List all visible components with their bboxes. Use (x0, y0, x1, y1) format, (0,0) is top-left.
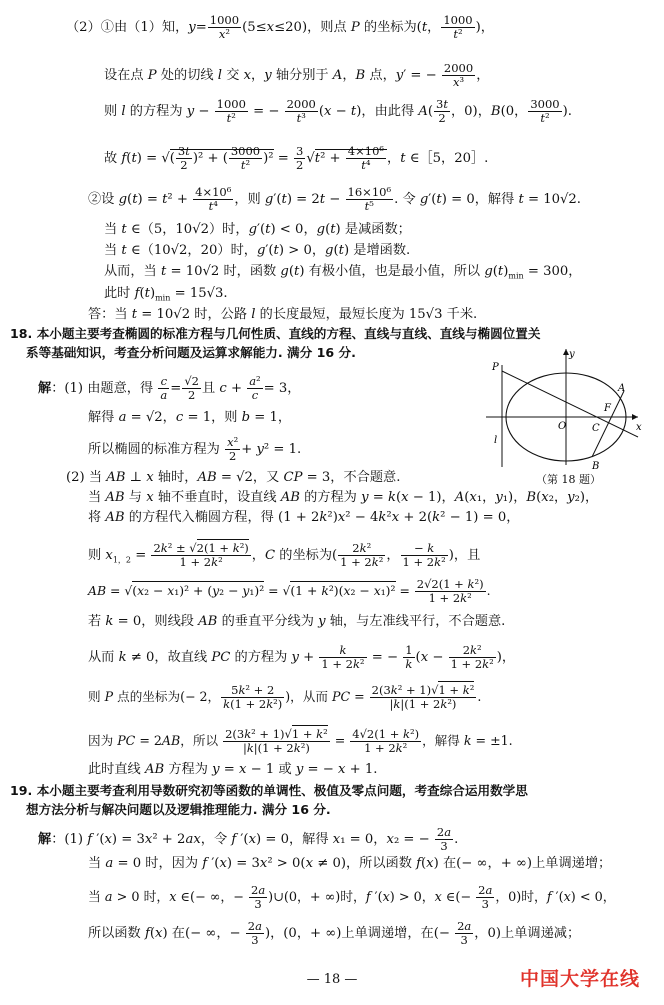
q18-sol-3: 所以椭圆的标准方程为 $\frac{\text{x²}}{2}$ + y² = 1. (88, 435, 302, 463)
svg-text:A: A (618, 383, 626, 394)
q18-sol-11: 则 P 点的坐标为(− 2， $\frac{\text{5k² + 2}}{\text{k(1 + 2k²)}}$ )，从而 PC = $\frac{\text{2(3k² + 1)√1 + k²}}{\text{|k|(1 + 2k²)}}$ . (88, 683, 482, 711)
q18-sol-13: 此时直线 AB 方程为 y = x − 1 或 y = − x + 1. (88, 762, 378, 777)
q19-heading-1: 19. 本小题主要考查利用导数研究初等函数的单调性、极值及零点问题，考查综合运用数学思 (10, 783, 528, 798)
q19-sol-1: 解：(1) f ′(x) = 3x² + 2ax，令 f ′(x) = 0，解得 x₁ = 0，x₂ = − $\frac{2a}{3}$ . (38, 825, 459, 853)
p17-line-9: 此时 $f(t)_{min} = 15√3$. (104, 286, 228, 303)
svg-text:P: P (492, 362, 499, 373)
q18-sol-4: (2) 当 AB ⊥ x 轴时，AB = √2，又 CP = 3，不合题意. (66, 470, 401, 485)
q18-sol-6: 将 AB 的方程代入椭圆方程，得 (1 + 2k²)x² − 4k²x + 2(k² − 1) = 0， (88, 510, 520, 525)
page-number: — 18 — (306, 972, 358, 987)
q18-heading-1: 18. 本小题主要考查椭圆的标准方程与几何性质、直线的方程、直线与直线、直线与椭圆位置关 (10, 326, 541, 341)
q18-figure-caption: （第 18 题） (536, 473, 601, 486)
svg-text:x: x (636, 422, 642, 433)
q19-sol-4: 所以函数 f(x) 在(− ∞，− $\frac{2a}{3}$ )，(0，+ ∞)上单调递增，在(− $\frac{2a}{3}$ ，0)上单调递减； (88, 919, 581, 947)
q18-sol-7: 则 $x_{1,2}$ = $\frac{\text{2k² ± √2(1 + k²)}}{\text{1 + 2k²}}$ ，C 的坐标为( $\frac{\text{2k²}}{\text{1 + 2k²}}$ ， $\frac{- k}{\text{1 + 2k²}}$ )，且 (88, 541, 481, 569)
q18-sol-10: 从而 k ≠ 0，故直线 PC 的方程为 y + $\frac{k}{\text{1 + 2k²}}$ = − $\frac{1}{k}$ (x − $\frac{\text{2k²}}{\text{1 + 2k²}}$ )， (88, 643, 516, 671)
p17-line-8: 从而，当 t = 10√2 时，函数 g(t) 有极小值，也是最小值，所以 $g(t)_{min} = 300$， (104, 264, 582, 281)
q18-figure (478, 345, 648, 475)
q19-sol-2: 当 a = 0 时，因为 f ′(x) = 3x² > 0(x ≠ 0)，所以函数 f(x) 在(− ∞，+ ∞)上单调递增； (88, 856, 612, 871)
svg-text:B: B (592, 461, 600, 472)
q18-sol-9: 若 k = 0，则线段 AB 的垂直平分线为 y 轴，与左准线平行，不合题意. (88, 614, 506, 629)
p17-line-3: 则 l 的方程为 y − $\frac{1000}{\text{t²}}$ = − $\frac{2000}{\text{t³}}$ (x − t)，由此得 A( $\frac{3t}{2}$ ，0)，B(0， $\frac{3000}{\text{t²}}$ ). (104, 97, 572, 125)
p17-line-2: 设在点 P 处的切线 l 交 x，y 轴分别于 A，B 点，y′ = − $\frac{2000}{\text{x³}}$ ， (104, 61, 490, 89)
svg-text:C: C (592, 423, 600, 434)
p17-line-7: 当 t ∈（10√2，20）时，g′(t) > 0，g(t) 是增函数. (104, 243, 411, 258)
q19-sol-3: 当 a > 0 时，x ∈(− ∞，− $\frac{2a}{3}$ )∪(0，+ ∞)时，f ′(x) > 0，x ∈(− $\frac{2a}{3}$ ，0)时，f ′(x) < 0， (88, 883, 616, 911)
brand-watermark: 中国大学在线 (520, 968, 641, 990)
q18-sol-8: AB = √(x₂ − x₁)² + (y₂ − y₁)² = √(1 + k²)(x₂ − x₁)² = $\frac{\text{2√2(1 + k²)}}{\text{1 + 2k²}}$ . (88, 577, 491, 605)
q18-sol-12: 因为 PC = 2AB，所以 $\frac{\text{2(3k² + 1)√1 + k²}}{\text{|k|(1 + 2k²)}}$ = $\frac{\text{4√2(1 + k²)}}{\text{1 + 2k²}}$ ，解得 k = ±1. (88, 727, 513, 755)
q18-sol-1: 解：(1) 由题意，得 $\frac{c}{a}$ = $\frac{√2}{2}$ 且 c + $\frac{\text{a²}}{c}$ = 3， (38, 374, 301, 402)
q18-heading-2: 系等基础知识，考查分析问题及运算求解能力. 满分 16 分. (26, 345, 356, 360)
q18-sol-5: 当 AB 与 x 轴不垂直时，设直线 AB 的方程为 y = k(x − 1)，A(x₁，y₁)，B(x₂，y₂)， (88, 490, 599, 505)
p17-line-4: 故 f(t) = √( $\frac{3t}{2}$ )² + ( $\frac{3000}{\text{t²}}$ )² = $\frac{3}{2}$ √t² + $\frac{\text{4×10⁶}}{\text{t⁴}}$ ，t ∈［5，20］. (104, 144, 489, 172)
svg-text:O: O (558, 421, 567, 432)
p17-line-6: 当 t ∈（5，10√2）时，g′(t) < 0，g(t) 是减函数； (104, 222, 411, 237)
q18-sol-2: 解得 a = √2，c = 1，则 b = 1， (88, 410, 292, 425)
svg-text:l: l (494, 435, 498, 446)
svg-text:F: F (604, 403, 611, 414)
svg-text:y: y (569, 349, 575, 360)
p17-line-1: （2）①由（1）知，y= $\frac{1000}{\text{x²}}$ (5≤x≤20)，则点 P 的坐标为(t， $\frac{1000}{\text{t²}}$ )， (66, 13, 494, 41)
p17-line-10: 答：当 t = 10√2 时，公路 l 的长度最短，最短长度为 15√3 千米. (88, 307, 478, 322)
p17-line-5: ②设 g(t) = t² + $\frac{\text{4×10⁶}}{\text{t⁴}}$ ，则 g′(t) = 2t − $\frac{\text{16×10⁶}}{\text{t⁵}}$ . 令 g′(t) = 0，解得 t = 10√2. (88, 185, 581, 213)
q19-heading-2: 想方法分析与解决问题以及逻辑推理能力. 满分 16 分. (26, 802, 331, 817)
